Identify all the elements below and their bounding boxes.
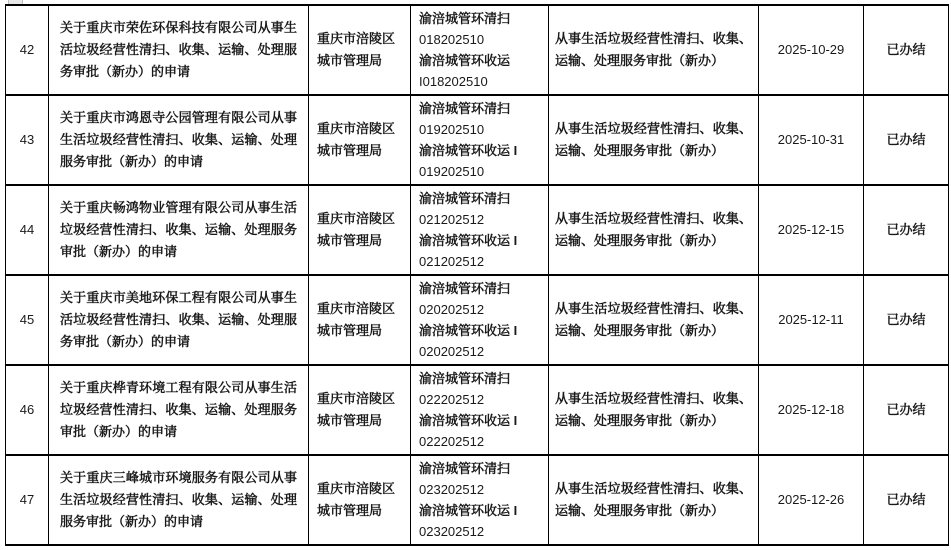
permit-line: 023202512 <box>419 482 485 497</box>
permit-line: 020202512 <box>419 344 485 359</box>
permit-line: 022202512 <box>419 392 485 407</box>
table-row <box>6 275 949 365</box>
row-number: 45 <box>6 275 49 365</box>
permit-line: 021202512 <box>419 212 485 227</box>
record-date: 2025-12-18 <box>759 365 864 455</box>
permit-line: 渝涪城管环收运 <box>419 53 511 68</box>
table-row <box>6 95 949 185</box>
row-number: 47 <box>6 455 49 545</box>
application-title: 关于重庆市鸿恩寺公园管理有限公司从事生活垃圾经营性清扫、收集、运输、处理服务审批（新办）的申请 <box>49 95 309 185</box>
row-number: 42 <box>6 5 49 95</box>
service-description: 从事生活垃圾经营性清扫、收集、运输、处理服务审批（新办） <box>549 5 759 95</box>
record-date: 2025-10-29 <box>759 5 864 95</box>
record-date: 2025-12-15 <box>759 185 864 275</box>
application-title: 关于重庆市荣佐环保科技有限公司从事生活垃圾经营性清扫、收集、运输、处理服务审批（新办）的申请 <box>49 5 309 95</box>
table-row <box>6 455 949 545</box>
permit-numbers <box>411 365 549 455</box>
application-title: 关于重庆桦青环境工程有限公司从事生活垃圾经营性清扫、收集、运输、处理服务审批（新办）的申请 <box>49 365 309 455</box>
authority-name: 重庆市涪陵区城市管理局 <box>309 365 411 455</box>
permit-line: 渝涪城管环收运 I <box>419 143 518 158</box>
record-date: 2025-12-11 <box>759 275 864 365</box>
permit-line: 渝涪城管环清扫 <box>419 281 511 296</box>
permit-line: 渝涪城管环清扫 <box>419 191 511 206</box>
record-date: 2025-12-26 <box>759 455 864 545</box>
application-title: 关于重庆市美地环保工程有限公司从事生活垃圾经营性清扫、收集、运输、处理服务审批（新办）的申请 <box>49 275 309 365</box>
approval-records-table <box>5 4 949 546</box>
status-badge: 已办结 <box>864 455 949 545</box>
permit-line: 020202512 <box>419 302 485 317</box>
permit-line: 022202512 <box>419 434 485 449</box>
permit-numbers <box>411 5 549 95</box>
status-badge: 已办结 <box>864 95 949 185</box>
status-badge: 已办结 <box>864 275 949 365</box>
permit-line: 019202510 <box>419 164 485 179</box>
status-badge: 已办结 <box>864 185 949 275</box>
authority-name: 重庆市涪陵区城市管理局 <box>309 5 411 95</box>
service-description: 从事生活垃圾经营性清扫、收集、运输、处理服务审批（新办） <box>549 275 759 365</box>
application-title: 关于重庆三峰城市环境服务有限公司从事生活垃圾经营性清扫、收集、运输、处理服务审批（新办）的申请 <box>49 455 309 545</box>
permit-numbers <box>411 185 549 275</box>
permit-line: 渝涪城管环收运 I <box>419 413 518 428</box>
permit-line: 渝涪城管环清扫 <box>419 461 511 476</box>
row-number: 43 <box>6 95 49 185</box>
permit-line: 渝涪城管环清扫 <box>419 371 511 386</box>
table-row <box>6 365 949 455</box>
permit-line: 023202512 <box>419 524 485 539</box>
permit-line: 渝涪城管环清扫 <box>419 101 511 116</box>
permit-line: 渝涪城管环收运 I <box>419 233 518 248</box>
service-description: 从事生活垃圾经营性清扫、收集、运输、处理服务审批（新办） <box>549 365 759 455</box>
service-description: 从事生活垃圾经营性清扫、收集、运输、处理服务审批（新办） <box>549 455 759 545</box>
application-title: 关于重庆畅鸿物业管理有限公司从事生活垃圾经营性清扫、收集、运输、处理服务审批（新办）的申请 <box>49 185 309 275</box>
row-number: 46 <box>6 365 49 455</box>
table-row <box>6 5 949 95</box>
table-row <box>6 185 949 275</box>
service-description: 从事生活垃圾经营性清扫、收集、运输、处理服务审批（新办） <box>549 95 759 185</box>
permit-numbers <box>411 95 549 185</box>
record-date: 2025-10-31 <box>759 95 864 185</box>
permit-line: I018202510 <box>419 74 488 89</box>
permit-line: 018202510 <box>419 32 485 47</box>
status-badge: 已办结 <box>864 365 949 455</box>
authority-name: 重庆市涪陵区城市管理局 <box>309 455 411 545</box>
permit-line: 019202510 <box>419 122 485 137</box>
permit-line: 渝涪城管环清扫 <box>419 11 511 26</box>
permit-line: 渝涪城管环收运 I <box>419 323 518 338</box>
row-number: 44 <box>6 185 49 275</box>
status-badge: 已办结 <box>864 5 949 95</box>
authority-name: 重庆市涪陵区城市管理局 <box>309 275 411 365</box>
service-description: 从事生活垃圾经营性清扫、收集、运输、处理服务审批（新办） <box>549 185 759 275</box>
authority-name: 重庆市涪陵区城市管理局 <box>309 185 411 275</box>
permit-line: 021202512 <box>419 254 485 269</box>
authority-name: 重庆市涪陵区城市管理局 <box>309 95 411 185</box>
permit-numbers <box>411 275 549 365</box>
permit-numbers <box>411 455 549 545</box>
permit-line: 渝涪城管环收运 I <box>419 503 518 518</box>
